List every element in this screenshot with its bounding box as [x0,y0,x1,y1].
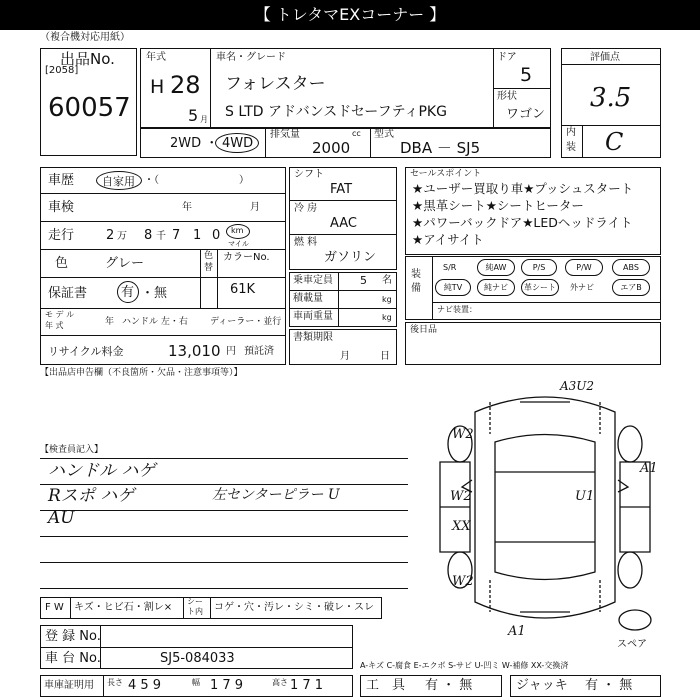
model-label: 車名・グレード [216,52,286,63]
seat-label-1: シー [187,597,203,606]
model-year-unit: 年 [105,317,115,327]
fw-label: F W [45,602,64,613]
damage-legend: A-キズ C-腐食 E-エクボ S-サビ U-凹ミ W-補修 XX-交換済 [360,661,569,670]
cert-label: 車庫証明用 [44,680,94,691]
seller-notes-label: 【出品店申告欄（不良箇所・欠品・注意事項等）】 [40,368,243,378]
warranty-yes: 有 [121,285,135,300]
mileage-d4: 1 [193,228,202,243]
model-year-dealer: ディーラー・並行 [210,317,282,327]
diagram-mark: XX [452,519,471,534]
inspector-line: AU [48,508,75,528]
mileage-d1: 2 [106,228,115,243]
recycle-unit: 円 [226,346,236,357]
seat-label-2: ト内 [187,607,203,616]
color-code-value: 61K [230,282,256,297]
color-value: グレー [105,256,145,271]
cert-h-value: 1 7 1 [290,678,324,693]
mileage-km: km [231,226,244,235]
inspection-year-unit: 年 [182,202,192,213]
mileage-d5: 0 [212,228,221,243]
history-rest: ・（ ） [144,175,249,186]
diagram-mark: A1 [640,461,658,476]
shift-value: FAT [330,182,353,197]
type-value: DBA － SJ5 [400,139,481,157]
cert-l-label: 長さ [107,678,123,687]
capacity-value: 5 [360,274,367,287]
shape-label: 形状 [497,91,517,102]
model-name: フォレスター [225,74,326,94]
docs-month: 月 [340,351,350,362]
diagram-mark: W2 [452,427,474,442]
year-month: 5 [188,106,199,125]
mileage-label: 走行 [48,228,75,243]
jack-value: 有 ・ 無 [585,678,633,693]
year-era: H [150,76,165,98]
mileage-d3: 7 [172,228,181,243]
inspector-side-note: 左センターピラー U [212,487,340,503]
cert-w-label: 幅 [192,678,200,687]
doors-label: ドア [497,52,517,63]
drive-2wd: 2WD ・ [170,136,219,151]
sales-point-line: ★黒革シート★シートヒーター [412,198,584,213]
shape-value: ワゴン [506,107,546,122]
year-value: 28 [170,71,201,99]
diagram-mark: W2 [452,574,474,589]
docs-day: 日 [380,351,390,362]
equip-item: 外ナビ [570,283,594,292]
sales-point-line: ★アイサイト [412,232,484,247]
navi-label: ナビ装置： [437,305,477,314]
score-value: 3.5 [590,83,632,113]
diagram-mark: U1 [575,489,595,504]
model-grade: S LTD アドバンスドセーフティPKG [225,104,447,120]
type-label: 型式 [374,129,394,140]
aircon-value: AAC [330,216,357,231]
car-damage-diagram [410,372,680,652]
aircon-label: 冷 房 [294,203,318,214]
fuel-value: ガソリン [324,250,377,265]
engine-label: 排気量 [270,129,300,140]
recycle-label: リサイクル料金 [48,345,124,358]
weight-label: 車両重量 [293,311,333,322]
registration-label: 登 録 No. [45,629,101,644]
diagram-mark: A3U2 [560,379,595,393]
diagram-mark: A1 [508,624,526,639]
chassis-label: 車 台 No. [45,651,101,666]
engine-value: 2000 [312,139,351,157]
tools-label: 工 具 [366,678,406,693]
spare-label: スペア [617,639,647,650]
history-label: 車歴 [48,173,75,188]
equip-item: P/W [565,259,603,276]
fuel-label: 燃 料 [294,237,318,248]
equip-item: 純TV [435,279,471,296]
load-unit: kg [382,295,392,304]
interior-label-2: 装 [566,142,576,153]
warranty-label: 保証書 [48,286,88,301]
color-code-label: カラーNo. [223,252,270,263]
equip-item: P/S [521,259,557,276]
weight-unit: kg [382,313,392,322]
year-month-unit: 月 [200,115,208,124]
jack-label: ジャッキ [516,678,568,693]
docs-label: 書類期限 [293,332,333,343]
chassis-value: SJ5-084033 [160,651,235,666]
shift-label: シフト [294,169,324,180]
cert-l-value: 4 5 9 [128,678,162,693]
capacity-label: 乗車定員 [293,275,333,286]
post-install-label: 後日品 [410,325,438,335]
warranty-no: ・無 [141,286,168,301]
color-label: 色 [55,256,69,271]
model-year-handle: ハンドル 左・右 [122,317,188,327]
inspector-label: 【検査員記入】 [40,445,104,455]
mileage-u2: 千 [156,231,166,242]
history-value: 自家用 [102,175,135,188]
mileage-u1: 万 [117,231,127,242]
sales-point-line: ★パワーバックドア★LEDヘッドライト [412,215,633,230]
equip-item: S/R [443,263,457,272]
lot-stamp: [2058] [45,65,79,76]
inspector-line: ハンドル ハゲ [48,461,156,481]
cert-h-label: 高さ [272,678,288,687]
load-label: 積載量 [293,293,323,304]
top-note: （複合機対応用紙） [40,32,130,43]
capacity-unit: 名 [382,275,392,286]
doors-value: 5 [520,64,533,86]
drive-4wd: 4WD [222,136,254,151]
mileage-d2: 8 [144,228,153,243]
header-title: 【 トレタマEXコーナー 】 [254,5,446,24]
tools-value: 有 ・ 無 [425,678,473,693]
model-year-label-1: モ デ ル [45,310,75,319]
fw-items: キズ・ヒビ石・割レ× [74,602,173,613]
inspection-label: 車検 [48,200,75,215]
equip-item: エアB [612,279,650,296]
recycle-note: 預託済 [244,346,274,357]
color-change-2: 替 [204,263,214,273]
year-label: 年式 [146,52,166,63]
post-install-box [405,322,661,365]
sales-points-label: セールスポイント [410,169,482,179]
equip-item: 純AW [477,259,515,276]
equip-item: ABS [612,259,650,276]
inspection-month-unit: 月 [250,202,260,213]
interior-label-1: 内 [566,127,576,138]
mileage-mile: マイル [228,240,249,248]
equip-item: 純ナビ [477,279,515,296]
lot-label: 出品No. [60,50,115,68]
engine-unit: cc [352,129,361,138]
interior-value: C [605,128,624,156]
seat-items: コゲ・穴・汚レ・シミ・破レ・スレ [214,602,374,613]
color-change-1: 色 [204,251,214,261]
equipment-label: 装備 [411,269,421,294]
inspector-line: Rスポ ハゲ [48,486,135,506]
equip-item: 革シート [521,279,559,296]
recycle-value: 13,010 [168,342,221,360]
model-year-label-2: 年 式 [45,321,64,330]
lot-number: 60057 [48,93,131,123]
sales-point-line: ★ユーザー買取り車★プッシュスタート [412,181,634,196]
score-label: 評価点 [590,52,620,63]
diagram-mark: W2 [450,489,472,504]
cert-w-value: 1 7 9 [210,678,244,693]
